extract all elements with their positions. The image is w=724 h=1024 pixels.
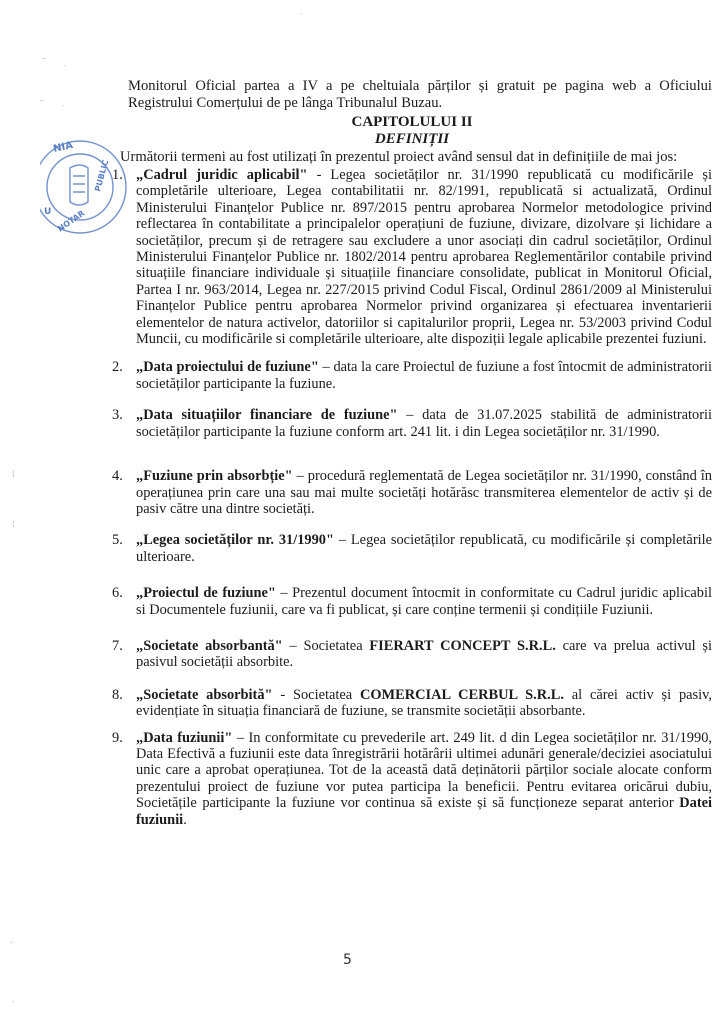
definition-item [112, 638, 712, 671]
definition-item [112, 532, 712, 565]
scan-speck: · [62, 102, 65, 110]
definition-separator: – [334, 532, 351, 549]
item-number: 2. [112, 359, 123, 376]
scan-speck: ¦ [12, 470, 15, 478]
definition-text: Prezentul document întocmit in conformitate cu Cadrul juridic aplicabil si Documentele fuziunii, care va fi publicat, și care conține termenii și condițiile Fuziunii. [136, 585, 712, 618]
scan-speck: – [40, 96, 44, 104]
scan-speck: · [64, 62, 67, 70]
definition-term: „Societate absorbită" [136, 686, 273, 703]
chapter-subtitle: DEFINIȚII [374, 131, 450, 147]
item-number: 4. [112, 468, 123, 485]
definition-tail: . [183, 811, 187, 828]
item-number: 9. [112, 729, 123, 746]
definition-term: „Legea societăților nr. 31/1990" [136, 532, 334, 549]
definition-term: „Fuziune prin absorbție" [136, 468, 293, 485]
definition-text: data la care Proiectul de fuziune a fost întocmit de administratorii societăților participante la fuziune. [136, 359, 712, 392]
definition-separator: – [397, 407, 423, 424]
stamp-text-left: U [44, 207, 52, 217]
definition-text-before: Societatea [292, 686, 360, 703]
definition-term: „Data fuziunii" [136, 729, 233, 746]
scan-speck: – [42, 54, 46, 62]
definition-separator: - [307, 167, 331, 183]
stamp-text-top: NIA [52, 140, 75, 155]
definition-item [112, 730, 712, 828]
item-number: 8. [112, 686, 123, 703]
item-number: 7. [112, 637, 123, 654]
definition-term: „Proiectul de fuziune" [136, 585, 276, 602]
company-name: COMERCIAL CERBUL S.R.L. [359, 686, 564, 703]
definition-item [112, 687, 712, 720]
definition-term: „Cadrul juridic aplicabil" [136, 167, 308, 183]
definition-text: Legea societăților republicată, cu modificările și completările ulterioare. [136, 532, 712, 565]
item-number: 6. [112, 585, 123, 602]
definition-separator: – [275, 585, 293, 602]
definition-text: al cărei activ și pasiv, evidențiate în situația financiară de fuziune, se transmite societății absorbante. [136, 686, 712, 720]
scan-speck: ᐟ [10, 940, 13, 948]
scan-speck: ¦ [12, 520, 15, 528]
definition-separator: – [318, 359, 334, 376]
definition-item [112, 585, 712, 618]
definition-item [112, 407, 712, 440]
chapter-title: CAPITOLULUI II [351, 114, 473, 130]
definition-separator: – [282, 637, 304, 654]
definition-term: „Societate absorbantă" [136, 637, 283, 654]
company-name: FIERART CONCEPT S.R.L. [369, 637, 556, 654]
definition-text: Legea societăților nr. 31/1990 republicată cu modificările și completările ulterioare, Legea contabilitatii nr. 82/1991, republicată si actualizată, Ordinul Ministerului Finanțelor Publice nr. 897/2015 pentru aprobarea Normelor metodologice privind reflectarea în contabilitate a principalelor operațiuni de fuziune, divizare, dizolvare și lichidare a societăților, precum și de retragere sau excludere a unor asociați din cadrul societăților, Ordinul Ministerului Finanțelor Publice nr. 1802/2014 pentru aprobarea Reglementărilor contabile privind situațiile financiare individuale și situațiile financiare consolidate, publicat in Monitorul Oficial, Partea I nr. 963/2014, Legea nr. 227/2015 privind Codul Fiscal, Ordinul 2861/2009 al Ministerului Finanțelor Publice pentru aprobarea Normelor privind organizarea și efectuarea inventarierii elementelor de natura activelor, datoriilor si capitalurilor proprii, Legea nr. 53/2003 privind Codul Muncii, cu modificările si completările ulterioare, alte dispoziții legale aplicabile prezentei fuziuni. [136, 167, 713, 348]
page-number: 5 [343, 952, 352, 968]
definition-text: data de 31.07.2025 stabilită de administratorii societăților participante la fuziune conform art. 241 lit. i din Legea societăților nr. 31/1990. [136, 407, 713, 440]
definition-item [112, 468, 712, 517]
definition-item [112, 167, 712, 347]
definitions-list [112, 167, 712, 828]
item-number: 3. [112, 407, 123, 424]
item-number: 5. [112, 532, 123, 549]
definition-text: procedură reglementată de Legea societăților nr. 31/1990, constând în operațiunea prin care una sau mai multe societăți hotărăsc transmiterea elementelor de activ și de pasiv către una dintre societăți. [136, 468, 712, 517]
definition-separator: - [272, 686, 293, 703]
scan-speck: · [300, 10, 303, 18]
definition-separator: – [292, 468, 308, 485]
intro-paragraph: Monitorul Oficial partea a IV a pe cheltuiala părților și gratuit pe pagina web a Oficiului Registrului Comerțului de pe lânga Tribunalul Buzau. [128, 78, 712, 111]
definition-text: care va prelua activul și pasivul societății absorbite. [136, 637, 712, 671]
stamp-text-bottom: NOTAR [55, 208, 87, 234]
definition-term: „Data situațiilor financiare de fuziune" [136, 407, 398, 424]
scan-speck: · [12, 998, 15, 1006]
definition-separator: – [232, 729, 249, 746]
definition-term: „Data proiectului de fuziune" [136, 359, 319, 376]
definition-text: In conformitate cu prevederile art. 249 lit. d din Legea societăților nr. 31/1990, Data Efectivă a fuziunii este data înregistrării hotărârii ultimei adunări generale/deciziei asociatului unic care a aprobat operațiunea. Tot de la această dată deținătorii părților sociale alocate conform prezentului proiect de fuziune vor putea participa la beneficii. Pentru evitarea oricărui dubiu, Societățile participante la fuziune vor continua să existe și să funcționeze separat anterior [136, 729, 712, 812]
definitions-lead: Următorii termeni au fost utilizați în prezentul proiect având sensul dat in definițiile de mai jos: [120, 149, 678, 165]
definition-tail-bold: Datei fuziunii [136, 795, 712, 828]
definition-item [112, 359, 712, 392]
document-content [112, 78, 712, 828]
definition-text-before: Societatea [303, 637, 370, 654]
stamp-text-right: PUBLIC [93, 158, 111, 193]
item-number: 1. [112, 167, 123, 183]
